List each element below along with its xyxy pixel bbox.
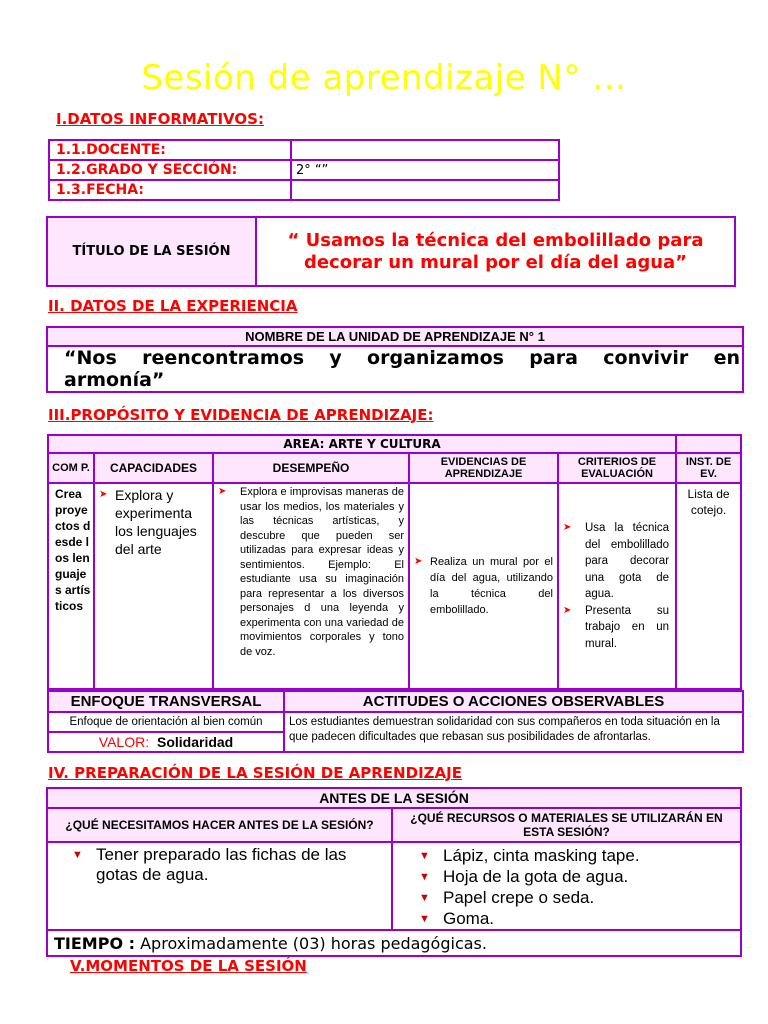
bullet-icon: ▼ [419, 892, 430, 904]
proposito-table [47, 434, 742, 690]
recursos-cell [392, 842, 741, 930]
actitudes-header: ACTITUDES O ACCIONES OBSERVABLES [284, 691, 743, 712]
inst-value: Lista de cotejo. [676, 483, 741, 689]
recurso-item: ▼ Hoja de la gota de agua. [419, 867, 629, 886]
unidad-header: NOMBRE DE LA UNIDAD DE APRENDIZAJE N° 1 [47, 327, 743, 346]
inst-header: INST. DE EV. [676, 453, 741, 483]
desempeno-cell [213, 483, 409, 689]
necesitamos-cell [47, 842, 392, 930]
desempeno-header: DESEMPEÑO [213, 453, 409, 483]
actitudes-value: Los estudiantes demuestran solidaridad con sus compañeros en toda situación en la que padecen dificultades que rebasan sus posibilidades de afrontarlas. [284, 712, 743, 752]
bullet-icon: ▼ [419, 871, 430, 883]
valor-value: Solidaridad [156, 734, 234, 750]
evidencia-cell [409, 483, 558, 689]
criterios-cell [558, 483, 676, 689]
recurso-item: ▼ Lápiz, cinta masking tape. [419, 846, 640, 865]
comp-header: COM P. [48, 453, 94, 483]
preparacion-table [46, 787, 742, 957]
criterio-item: ➤ Usa la técnica del embolillado para decorar una gota de agua. [563, 520, 669, 603]
section-preparacion: IV. PREPARACIÓN DE LA SESIÓN DE APRENDIZAJE [48, 764, 462, 782]
necesitamos-item: ▼ Tener preparado las fichas de las gotas de agua. [72, 845, 347, 884]
tiempo-label: TIEMPO : [54, 933, 136, 953]
enfoque-header: ENFOQUE TRANSVERSAL [48, 691, 284, 712]
unidad-value: “Nos reencontramos y organizamos para convivir en armonía” [47, 346, 743, 392]
titulo-table [46, 216, 736, 287]
grado-label: 1.2.GRADO Y SECCIÓN: [49, 160, 291, 180]
datos-table [48, 139, 560, 201]
valor-label: VALOR: [98, 734, 150, 750]
desempeno-value: ➤ Explora e improvisas maneras de usar los medios, los materiales y las técnicas artísticas, y descubre que pueden ser utilizadas para expresar ideas y sentimientos. Ejemplo: El estudiante usa su imaginación para representar a los diversos personajes d una leyenda y experimenta con una variedad de movimientos corporales y tono de voz. [218, 485, 404, 659]
recursos-header: ¿QUÉ RECURSOS O MATERIALES SE UTILIZARÁN EN ESTA SESIÓN? [392, 808, 741, 842]
titulo-label: TÍTULO DE LA SESIÓN [47, 217, 256, 286]
bullet-icon: ▼ [419, 850, 430, 862]
bullet-icon: ▼ [419, 913, 430, 925]
document-title: Sesión de aprendizaje N° … [141, 58, 627, 98]
evidencia-value: ➤ Realiza un mural por el día del agua, utilizando la técnica del embolillado. [414, 554, 553, 618]
evidencias-header: EVIDENCIAS DE APRENDIZAJE [409, 453, 558, 483]
recurso-item: ▼ Goma. [419, 909, 495, 928]
fecha-label: 1.3.FECHA: [49, 180, 291, 200]
section-proposito: III.PROPÓSITO Y EVIDENCIA DE APRENDIZAJE: [48, 406, 434, 424]
capacidad-value: ➤ Explora y experimenta los lenguajes del arte [99, 486, 208, 558]
enfoque-table [47, 690, 744, 753]
area-blank [676, 435, 741, 453]
section-datos-experiencia: II. DATOS DE LA EXPERIENCIA [48, 297, 298, 315]
recurso-item: ▼ Papel crepe o seda. [419, 888, 595, 907]
fecha-value [291, 180, 559, 200]
grado-value: 2° “” [291, 160, 559, 180]
docente-label: 1.1.DOCENTE: [49, 140, 291, 160]
criterio-item: ➤ Presenta su trabajo en un mural. [563, 603, 669, 653]
docente-value [291, 140, 559, 160]
antes-header: ANTES DE LA SESIÓN [47, 788, 741, 808]
tiempo-cell [47, 930, 741, 956]
necesitamos-header: ¿QUÉ NECESITAMOS HACER ANTES DE LA SESIÓN? [47, 808, 392, 842]
area-header: AREA: ARTE Y CULTURA [48, 435, 676, 453]
titulo-value: “ Usamos la técnica del embolillado para decorar un mural por el día del agua” [256, 217, 735, 286]
tiempo-value: Aproximadamente (03) horas pedagógicas. [140, 933, 487, 953]
section-datos-informativos: I.DATOS INFORMATIVOS: [56, 110, 264, 128]
comp-value: Crea proyectos desde los lenguajes artísticos [48, 483, 94, 689]
bullet-icon: ▼ [72, 849, 83, 861]
unidad-table [46, 326, 744, 393]
section-momentos: V.MOMENTOS DE LA SESIÓN [70, 957, 307, 975]
valor-cell [48, 732, 284, 752]
capacidad-cell [94, 483, 213, 689]
capacidades-header: CAPACIDADES [94, 453, 213, 483]
enfoque-value: Enfoque de orientación al bien común [48, 712, 284, 732]
criterios-header: CRITERIOS DE EVALUACIÓN [558, 453, 676, 483]
